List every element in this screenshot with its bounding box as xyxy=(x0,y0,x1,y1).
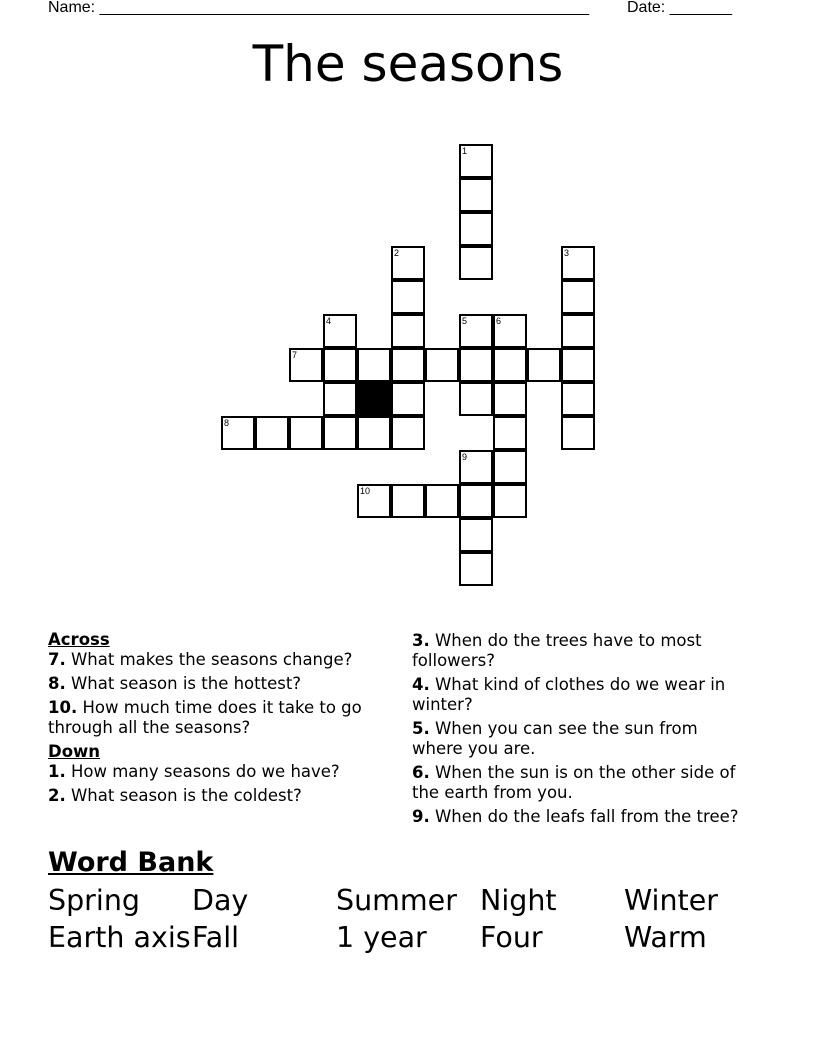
clue-item xyxy=(412,631,752,671)
crossword-cell[interactable] xyxy=(493,484,527,518)
crossword-cell[interactable] xyxy=(425,348,459,382)
crossword-cell[interactable] xyxy=(459,552,493,586)
crossword-cell[interactable] xyxy=(459,518,493,552)
crossword-cell[interactable] xyxy=(493,348,527,382)
crossword-cell[interactable] xyxy=(459,144,493,178)
crossword-cell[interactable] xyxy=(391,246,425,280)
crossword-cell[interactable] xyxy=(561,314,595,348)
word-bank-word: Summer xyxy=(336,884,457,917)
cell-number: 7 xyxy=(292,350,298,360)
crossword-cell[interactable] xyxy=(391,382,425,416)
crossword-cell[interactable] xyxy=(323,382,357,416)
clue-text: How much time does it take to go through all the seasons? xyxy=(48,698,362,737)
word-bank-word: Spring xyxy=(48,884,140,917)
crossword-cell[interactable] xyxy=(289,416,323,450)
page-title: The seasons xyxy=(252,35,564,93)
crossword-cell[interactable] xyxy=(323,314,357,348)
word-bank-word: Day xyxy=(192,884,249,917)
name-field[interactable]: Name: _______________________________________________________ xyxy=(48,0,589,16)
clue-text: What makes the seasons change? xyxy=(65,650,353,669)
cell-number: 6 xyxy=(496,316,502,326)
clue-item xyxy=(48,762,398,782)
crossword-cell[interactable] xyxy=(391,348,425,382)
word-bank-word: Winter xyxy=(624,884,718,917)
cell-number: 3 xyxy=(564,248,570,258)
clue-item xyxy=(48,674,398,694)
crossword-cell[interactable] xyxy=(357,348,391,382)
crossword-black-cell xyxy=(357,382,391,416)
crossword-cell[interactable] xyxy=(425,484,459,518)
cell-number: 2 xyxy=(394,248,400,258)
crossword-cell[interactable] xyxy=(459,450,493,484)
crossword-cell[interactable] xyxy=(459,314,493,348)
clue-item xyxy=(412,807,752,827)
word-bank-title: Word Bank xyxy=(48,847,214,878)
word-bank-word: Fall xyxy=(192,921,240,954)
crossword-cell[interactable] xyxy=(357,484,391,518)
clue-number: 10. xyxy=(48,698,78,717)
cell-number: 5 xyxy=(462,316,468,326)
crossword-cell[interactable] xyxy=(561,280,595,314)
clue-text: When do the leafs fall from the tree? xyxy=(429,807,739,826)
clue-item xyxy=(412,719,752,759)
crossword-cell[interactable] xyxy=(527,348,561,382)
down-heading: Down xyxy=(48,742,101,761)
clue-text: What season is the coldest? xyxy=(65,786,302,805)
clues-right-column xyxy=(412,631,752,831)
word-bank-word: Four xyxy=(480,921,543,954)
word-bank-word: Earth axis xyxy=(48,921,191,954)
clue-text: What season is the hottest? xyxy=(65,674,302,693)
clues-left-column xyxy=(48,630,398,810)
cell-number: 9 xyxy=(462,452,468,462)
crossword-cell[interactable] xyxy=(459,246,493,280)
across-clue-list xyxy=(48,650,398,738)
clue-text: When the sun is on the other side of the earth from you. xyxy=(412,763,736,802)
crossword-cell[interactable] xyxy=(561,348,595,382)
clue-number: 4. xyxy=(412,675,430,694)
crossword-cell[interactable] xyxy=(391,416,425,450)
word-bank-word: 1 year xyxy=(336,921,427,954)
clue-item xyxy=(412,675,752,715)
clue-text: How many seasons do we have? xyxy=(65,762,340,781)
clue-item xyxy=(48,786,398,806)
crossword-cell[interactable] xyxy=(391,484,425,518)
crossword-cell[interactable] xyxy=(493,416,527,450)
clue-text: When do the trees have to most followers? xyxy=(412,631,702,670)
clue-number: 8. xyxy=(48,674,66,693)
crossword-cell[interactable] xyxy=(459,212,493,246)
crossword-cell[interactable] xyxy=(459,382,493,416)
crossword-cell[interactable] xyxy=(561,416,595,450)
crossword-cell[interactable] xyxy=(391,314,425,348)
clue-number: 9. xyxy=(412,807,430,826)
date-field[interactable]: Date: _______ xyxy=(627,0,732,16)
word-bank-word: Night xyxy=(480,884,557,917)
clue-number: 5. xyxy=(412,719,430,738)
crossword-cell[interactable] xyxy=(221,416,255,450)
crossword-cell[interactable] xyxy=(493,314,527,348)
word-bank-word: Warm xyxy=(624,921,707,954)
cell-number: 4 xyxy=(326,316,332,326)
clue-number: 2. xyxy=(48,786,66,805)
clue-item xyxy=(48,698,398,738)
down-clue-list xyxy=(48,762,398,806)
crossword-cell[interactable] xyxy=(459,348,493,382)
crossword-cell[interactable] xyxy=(323,348,357,382)
crossword-cell[interactable] xyxy=(391,280,425,314)
crossword-cell[interactable] xyxy=(323,416,357,450)
crossword-cell[interactable] xyxy=(459,178,493,212)
across-heading: Across xyxy=(48,630,110,649)
crossword-cell[interactable] xyxy=(255,416,289,450)
crossword-cell[interactable] xyxy=(493,382,527,416)
crossword-cell[interactable] xyxy=(561,246,595,280)
crossword-cell[interactable] xyxy=(357,416,391,450)
clue-item xyxy=(48,650,398,670)
word-bank xyxy=(48,882,768,956)
down-clue-list-continued xyxy=(412,631,752,827)
cell-number: 10 xyxy=(360,486,371,496)
clue-number: 1. xyxy=(48,762,66,781)
clue-item xyxy=(412,763,752,803)
cell-number: 1 xyxy=(462,146,468,156)
crossword-cell[interactable] xyxy=(459,484,493,518)
crossword-cell[interactable] xyxy=(289,348,323,382)
clue-text: What kind of clothes do we wear in winter? xyxy=(412,675,726,714)
clue-number: 3. xyxy=(412,631,430,650)
clue-text: When you can see the sun from where you are. xyxy=(412,719,698,758)
clue-number: 6. xyxy=(412,763,430,782)
crossword-cell[interactable] xyxy=(561,382,595,416)
crossword-cell[interactable] xyxy=(493,450,527,484)
cell-number: 8 xyxy=(224,418,230,428)
clue-number: 7. xyxy=(48,650,66,669)
